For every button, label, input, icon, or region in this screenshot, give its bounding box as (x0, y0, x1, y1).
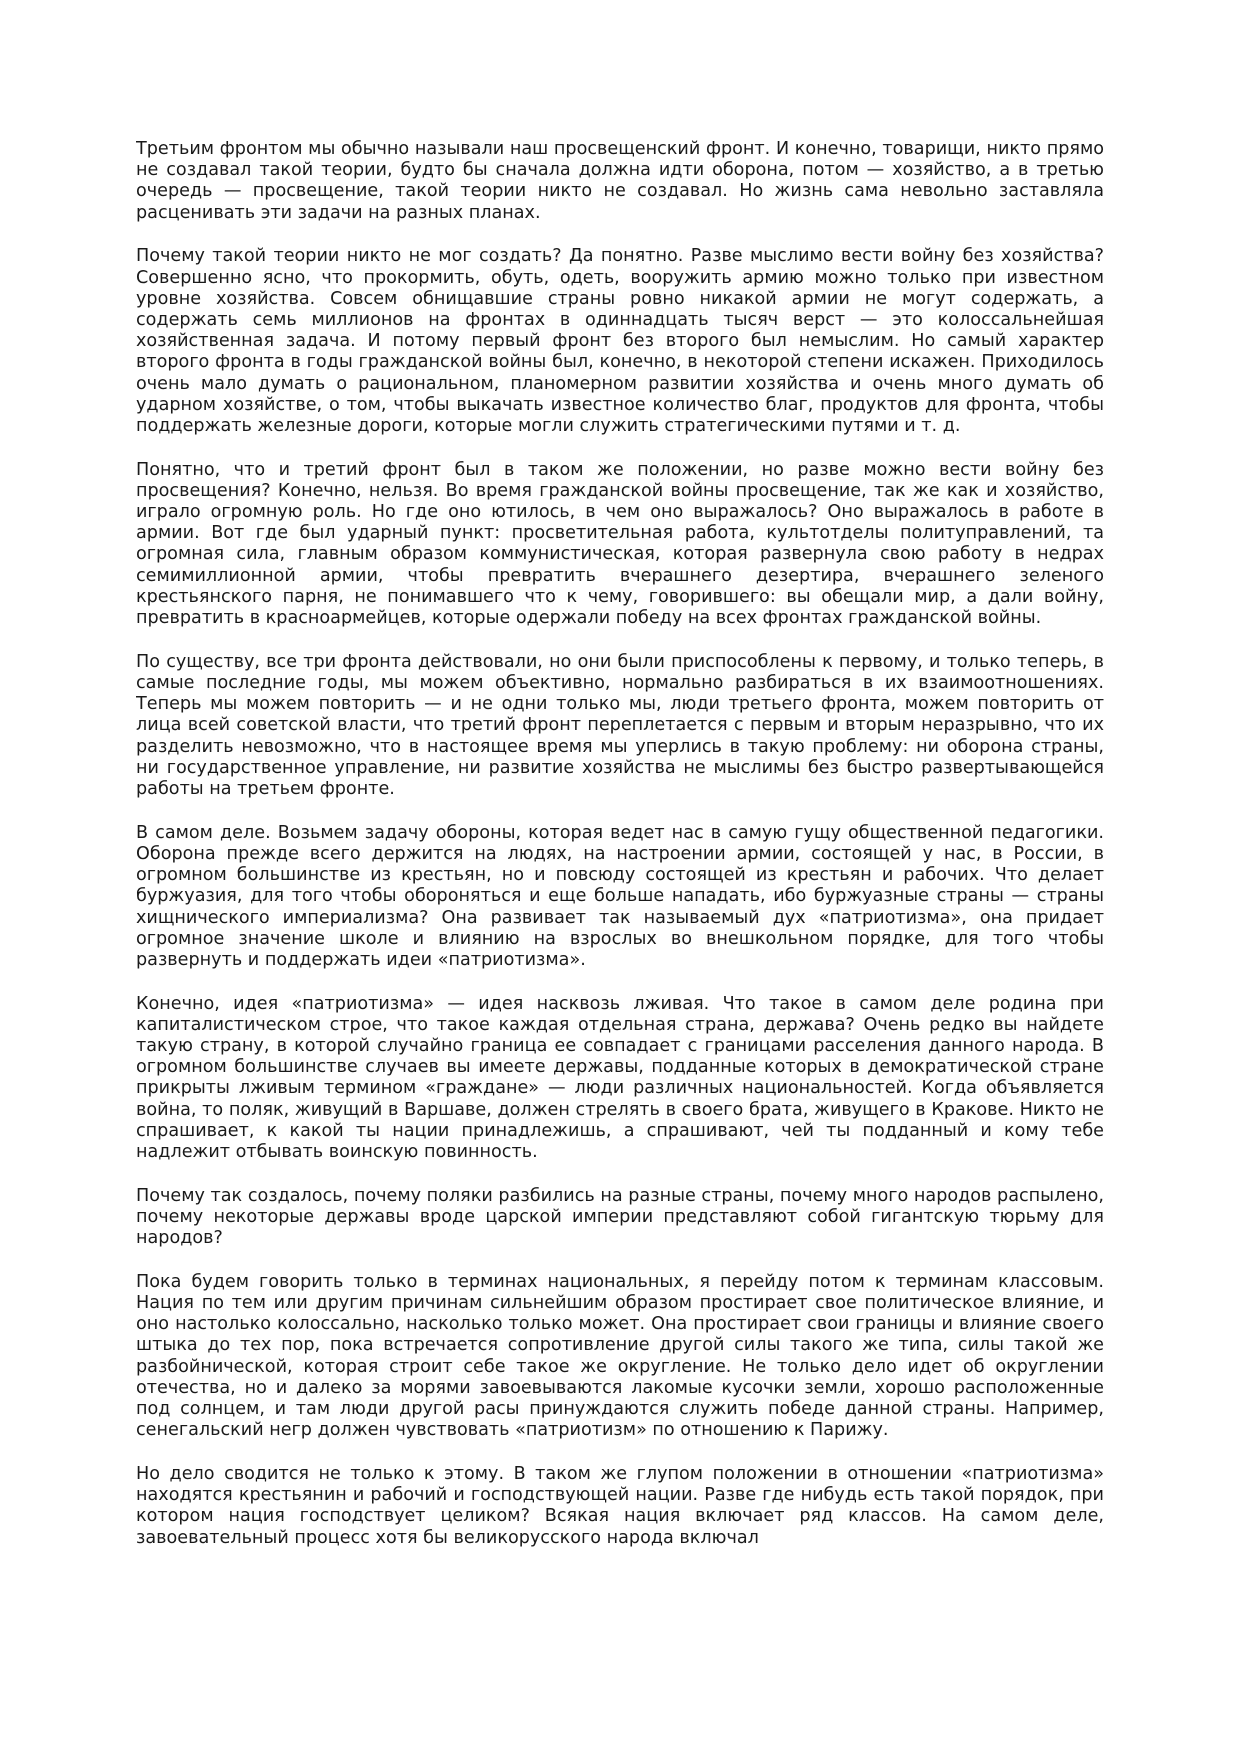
paragraph-8: Пока будем говорить только в терминах национальных, я перейду потом к терминам классовым. Нация по тем или другим причинам сильнейшим образом простирает свое политическое влияние, и оно настолько колоссально, насколько только может. Она простирает свои границы и влияние своего штыка до тех пор, пока встречается сопротивление другой силы такого же типа, силы такой же разбойнической, которая строит себе такое же округление. Не только дело идет об округлении отечества, но и далеко за морями завоевываются лакомые кусочки земли, хорошо расположенные под солнцем, и там люди другой расы принуждаются служить победе данной страны. Например, сенегальский негр должен чувствовать «патриотизм» по отношению к Парижу. (136, 1271, 1104, 1441)
paragraph-2: Почему такой теории никто не мог создать? Да понятно. Разве мыслимо вести войну без хозяйства? Совершенно ясно, что прокормить, обуть, одеть, вооружить армию можно только при известном уровне хозяйства. Совсем обнищавшие страны ровно никакой армии не могут содержать, а содержать семь миллионов на фронтах в одиннадцать тысяч верст — это колоссальнейшая хозяйственная задача. И потому первый фронт без второго был немыслим. Но самый характер второго фронта в годы гражданской войны был, конечно, в некоторой степени искажен. Приходилось очень мало думать о рациональном, планомерном развитии хозяйства и очень много думать об ударном хозяйстве, о том, чтобы выкачать известное количество благ, продуктов для фронта, чтобы поддержать железные дороги, которые могли служить стратегическими путями и т. д. (136, 246, 1104, 436)
paragraph-5: В самом деле. Возьмем задачу обороны, которая ведет нас в самую гущу общественной педагогики. Оборона прежде всего держится на людях, на настроении армии, состоящей у нас, в России, в огромном большинстве из крестьян, но и повсюду состоящей из крестьян и рабочих. Что делает буржуазия, для того чтобы обороняться и еще больше нападать, ибо буржуазные страны — страны хищнического империализма? Она развивает так называемый дух «патриотизма», она придает огромное значение школе и влиянию на взрослых во внешкольном порядке, для того чтобы развернуть и поддержать идеи «патриотизма». (136, 822, 1104, 970)
paragraph-4: По существу, все три фронта действовали, но они были приспособлены к первому, и только теперь, в самые последние годы, мы можем объективно, нормально разбираться в их взаимоотношениях. Теперь мы можем повторить — и не одни только мы, люди третьего фронта, можем повторить от лица всей советской власти, что третий фронт переплетается с первым и вторым неразрывно, что их разделить невозможно, что в настоящее время мы уперлись в такую проблему: ни оборона страны, ни государственное управление, ни развитие хозяйства не мыслимы без быстро развертывающейся работы на третьем фронте. (136, 651, 1104, 799)
paragraph-9: Но дело сводится не только к этому. В таком же глупом положении в отношении «патриотизма» находятся крестьянин и рабочий и господствующей нации. Разве где нибудь есть такой порядок, при котором нация господствует целиком? Всякая нация включает ряд классов. На самом деле, завоевательный процесс хотя бы великорусского народа включал (136, 1463, 1104, 1548)
paragraph-6: Конечно, идея «патриотизма» — идея насквозь лживая. Что такое в самом деле родина при капиталистическом строе, что такое каждая отдельная страна, держава? Очень редко вы найдете такую страну, в которой случайно граница ее совпадает с границами расселения данного народа. В огромном большинстве случаев вы имеете державы, подданные которых в демократической стране прикрыты лживым термином «граждане» — люди различных национальностей. Когда объявляется война, то поляк, живущий в Варшаве, должен стрелять в своего брата, живущего в Кракове. Никто не спрашивает, к какой ты нации принадлежишь, а спрашивают, чей ты подданный и кому тебе надлежит отбывать воинскую повинность. (136, 993, 1104, 1163)
paragraph-7: Почему так создалось, почему поляки разбились на разные страны, почему много народов распылено, почему некоторые державы вроде царской империи представляют собой гигантскую тюрьму для народов? (136, 1185, 1104, 1249)
body-text (136, 139, 1104, 1616)
paragraph-1: Третьим фронтом мы обычно называли наш просвещенский фронт. И конечно, товарищи, никто прямо не создавал такой теории, будто бы сначала должна идти оборона, потом — хозяйство, а в третью очередь — просвещение, такой теории никто не создавал. Но жизнь сама невольно заставляла расценивать эти задачи на разных планах. (136, 139, 1104, 223)
paragraph-3: Понятно, что и третий фронт был в таком же положении, но разве можно вести войну без просвещения? Конечно, нельзя. Во время гражданской войны просвещение, так же как и хозяйство, играло огромную роль. Но где оно ютилось, в чем оно выражалось? Оно выражалось в работе в армии. Вот где был ударный пункт: просветительная работа, культотделы политуправлений, та огромная сила, главным образом коммунистическая, которая развернула свою работу в недрах семимиллионной армии, чтобы превратить вчерашнего дезертира, вчерашнего зеленого крестьянского парня, не понимавшего что к чему, говорившего: вы обещали мир, а дали войну, превратить в красноармейцев, которые одержали победу на всех фронтах гражданской войны. (136, 459, 1104, 629)
